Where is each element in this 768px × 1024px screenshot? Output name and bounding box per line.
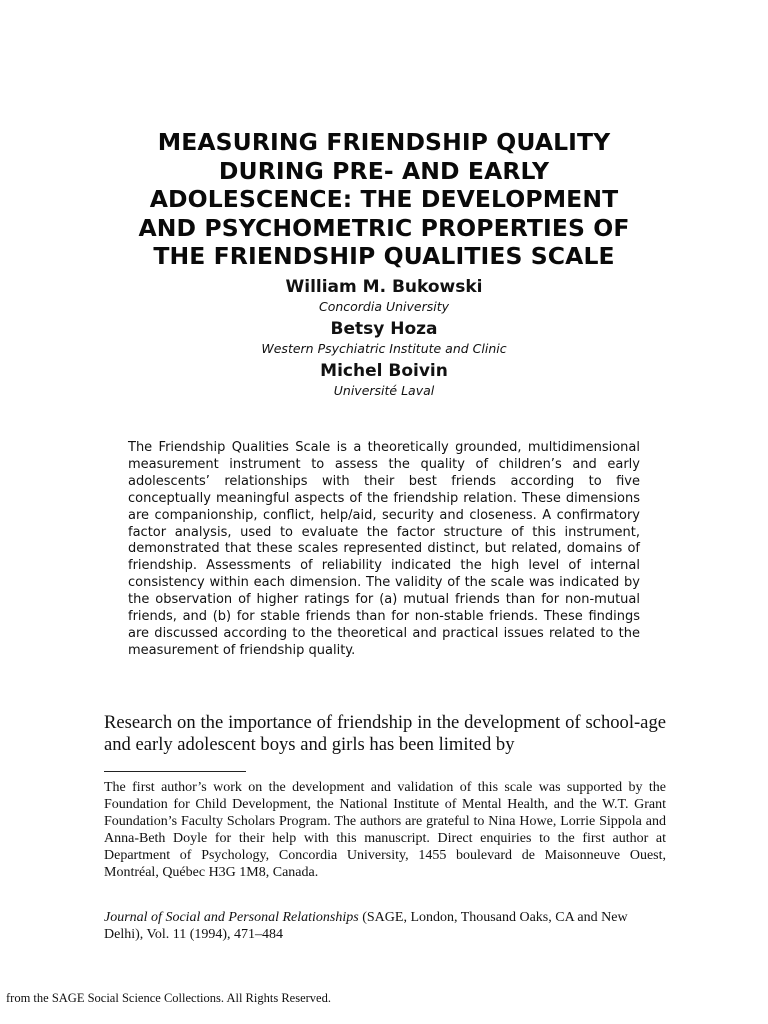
author-affiliation: Western Psychiatric Institute and Clinic <box>261 341 507 356</box>
author-block <box>90 276 678 402</box>
footnote-divider <box>104 771 246 772</box>
citation-details: (SAGE, London, Thousand Oaks, CA and New Delhi), Vol. 11 (1994), 471–484 <box>104 910 628 942</box>
author-affiliation: Concordia University <box>318 299 450 314</box>
body-paragraph: Research on the importance of friendship in the development of school-age and early adolescent boys and girls has been limited by <box>104 712 666 755</box>
journal-name: Journal of Social and Personal Relationships <box>104 910 359 925</box>
paper-title <box>90 128 678 271</box>
author-name: Betsy Hoza <box>330 319 438 339</box>
title-line: MEASURING FRIENDSHIP QUALITY <box>157 128 611 156</box>
copyright-notice: from the SAGE Social Science Collections. All Rights Reserved. <box>6 991 331 1005</box>
title-line: DURING PRE- AND EARLY <box>218 156 550 185</box>
abstract: The Friendship Qualities Scale is a theoretically grounded, multidimensional measurement instrument to assess the quality of children’s and early adolescents’ relationships with their best friends according to five conceptually meaningful aspects of the friendship relation. These dimensions are companionship, conflict, help/aid, security and closeness. A confirmatory factor analysis, used to evaluate the factor structure of this instrument, demonstrated that these scales represented distinct, but related, domains of friendship. Assessments of reliability indicated the high level of internal consistency within each dimension. The validity of the scale was indicated by the observation of higher ratings for (a) mutual friends than for non-mutual friends, and (b) for stable friends than for non-stable friends. These findings are discussed according to the theoretical and practical issues related to the measurement of friendship quality. <box>128 440 640 658</box>
journal-citation <box>104 909 666 943</box>
title-line: ADOLESCENCE: THE DEVELOPMENT <box>149 185 619 213</box>
author-footnote: The first author’s work on the development and validation of this scale was supported by the Foundation for Child Development, the National Institute of Mental Health, and the W.T. Grant Foundation’s Faculty Scholars Program. The authors are grateful to Nina Howe, Lorrie Sippola and Anna-Beth Doyle for their help with this manuscript. Direct enquiries to the first author at Department of Psychology, Concordia University, 1455 boulevard de Maisonneuve Ouest, Montréal, Québec H3G 1M8, Canada. <box>104 780 666 880</box>
author-affiliation: Université Laval <box>333 383 435 398</box>
title-line: AND PSYCHOMETRIC PROPERTIES OF <box>138 213 630 242</box>
author-name: William M. Bukowski <box>285 277 483 297</box>
title-line: THE FRIENDSHIP QUALITIES SCALE <box>153 242 615 270</box>
author-name: Michel Boivin <box>320 361 448 381</box>
